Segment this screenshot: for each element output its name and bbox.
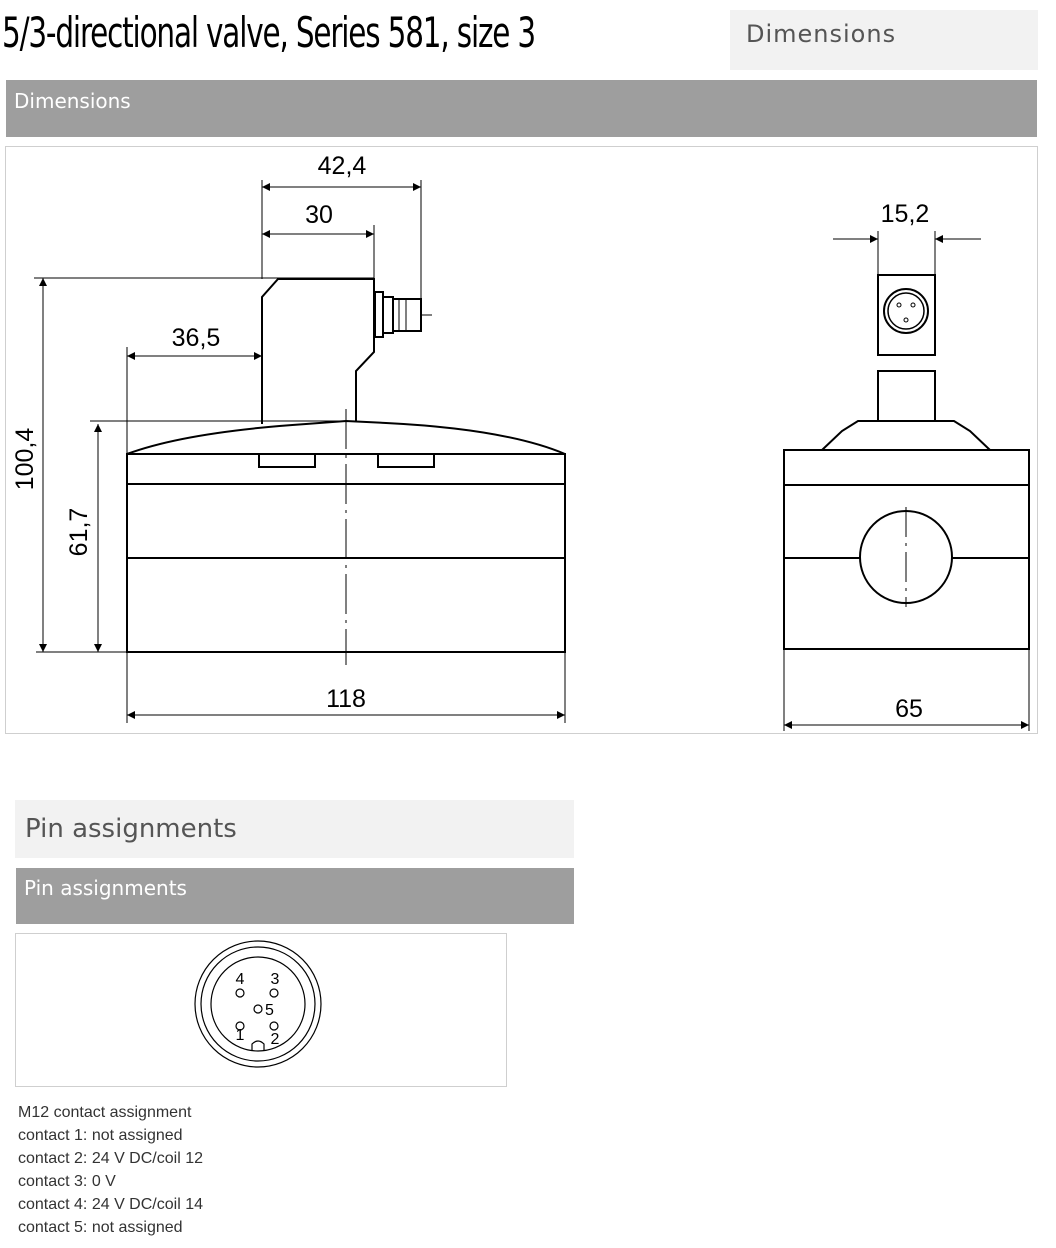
dim-42-4: 42,4	[317, 152, 367, 180]
contact-line: contact 5: not assigned	[18, 1219, 183, 1236]
pin-assignments-header: Pin assignments	[16, 868, 574, 924]
contact-line: contact 4: 24 V DC/coil 14	[18, 1196, 203, 1213]
connector-face	[884, 289, 928, 333]
dimensions-header: Dimensions	[6, 80, 1037, 137]
dim-15-2: 15,2	[880, 200, 930, 228]
valve-dimension-diagram	[6, 147, 1037, 733]
dim-118: 118	[326, 685, 366, 713]
pin-diagram-frame	[15, 933, 507, 1087]
dim-61-7: 61,7	[65, 507, 93, 557]
page-title: 5/3-directional valve, Series 581, size 3	[2, 8, 535, 57]
m12-connector-diagram	[16, 934, 506, 1086]
pin-number-3: 3	[270, 971, 280, 988]
contact-assignment-list	[18, 1101, 203, 1239]
contact-assignment-title: M12 contact assignment	[18, 1104, 192, 1121]
contact-line: contact 2: 24 V DC/coil 12	[18, 1150, 203, 1167]
pin-number-4: 4	[235, 971, 245, 988]
tab-dimensions[interactable]: Dimensions	[730, 10, 1038, 70]
dim-65: 65	[895, 695, 923, 723]
dimension-drawing	[5, 146, 1038, 734]
contact-line: contact 3: 0 V	[18, 1173, 116, 1190]
pin-number-5: 5	[265, 1002, 274, 1019]
dim-30: 30	[305, 201, 333, 229]
dim-100-4: 100,4	[11, 427, 39, 491]
solenoid-housing	[262, 279, 374, 424]
pin-number-2: 2	[270, 1031, 280, 1048]
tab-pin-assignments[interactable]: Pin assignments	[15, 800, 574, 858]
contact-line: contact 1: not assigned	[18, 1127, 183, 1144]
pin-number-1: 1	[235, 1027, 245, 1044]
dim-36-5: 36,5	[171, 324, 221, 352]
